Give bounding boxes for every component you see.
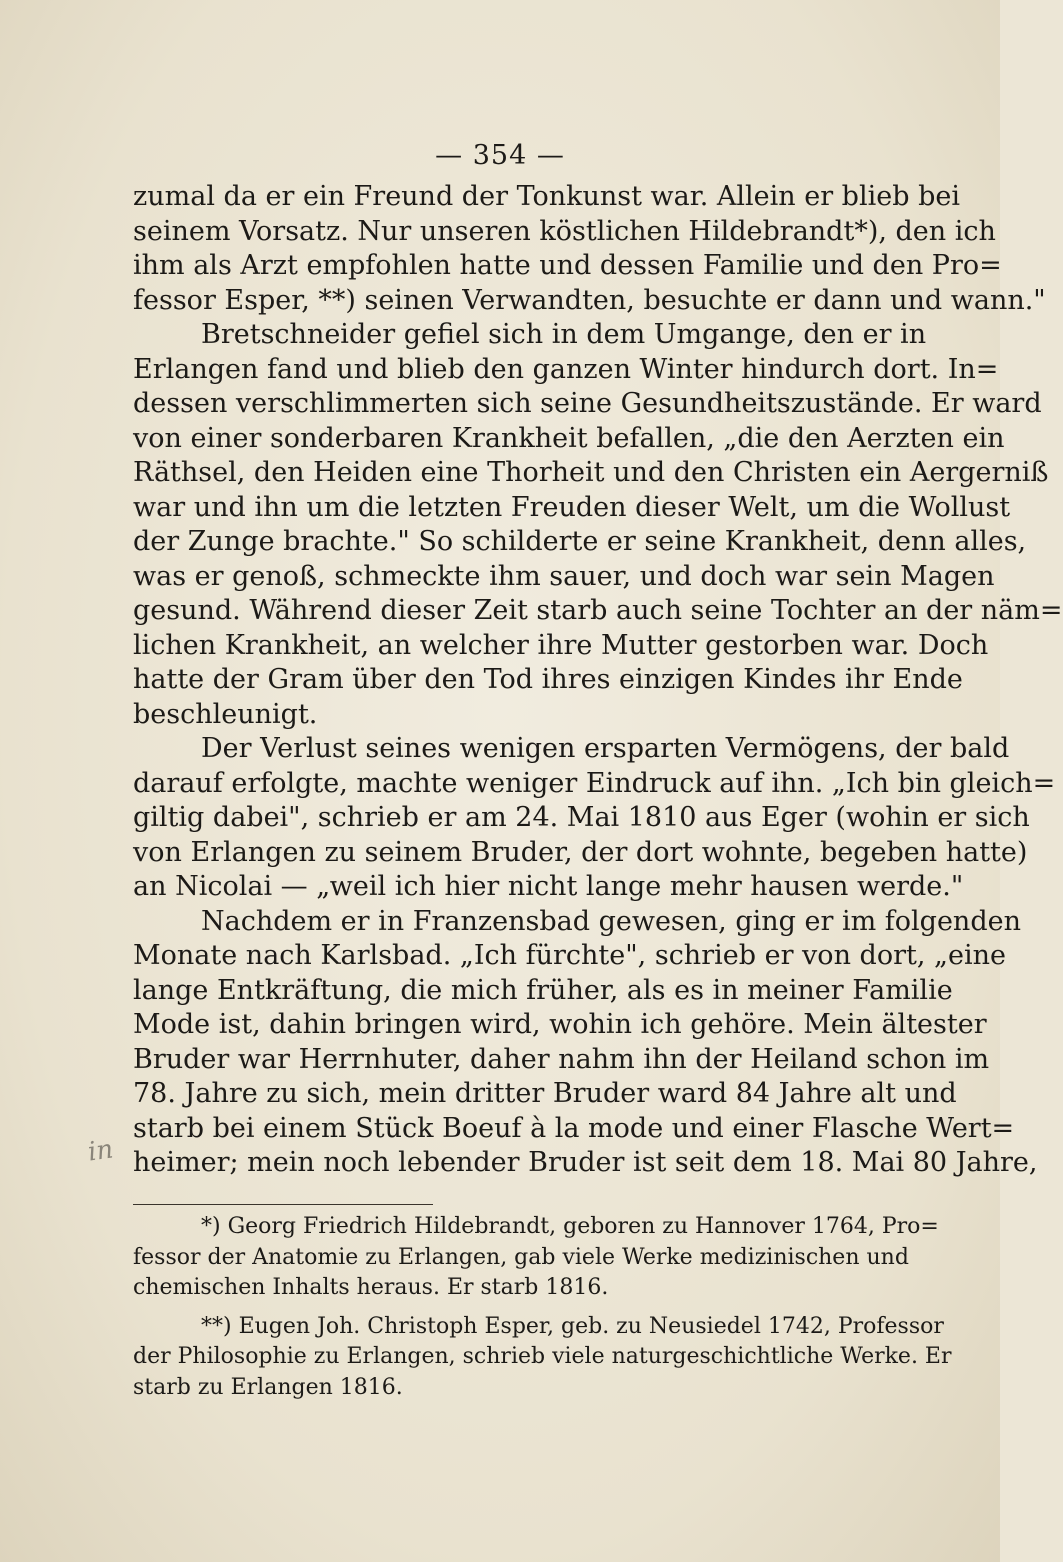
text-line: hatte der Gram über den Tod ihres einzigen Kindes ihr Ende — [133, 664, 963, 695]
footnote-2-line: starb zu Erlangen 1816. — [133, 1374, 403, 1400]
text-line: an Nicolai — „weil ich hier nicht lange mehr hausen werde." — [133, 871, 964, 902]
text-line: giltig dabei", schrieb er am 24. Mai 1810 aus Eger (wohin er sich — [133, 802, 1030, 833]
text-line: was er genoß, schmeckte ihm sauer, und doch war sein Magen — [133, 560, 995, 592]
text-line: lange Entkräftung, die mich früher, als es in meiner Familie — [133, 974, 953, 1006]
text-line: Erlangen fand und blieb den ganzen Winter hindurch dort. In= — [133, 353, 999, 385]
footnote-2-line: der Philosophie zu Erlangen, schrieb viele naturgeschichtliche Werke. Er — [133, 1344, 952, 1369]
text-line: dessen verschlimmerten sich seine Gesundheitszustände. Er ward — [133, 388, 1042, 419]
text-line: der Zunge brachte." So schilderte er seine Krankheit, denn alles, — [133, 526, 1027, 557]
text-line: 78. Jahre zu sich, mein dritter Bruder ward 84 Jahre alt und — [133, 1078, 957, 1109]
handwritten-margin-note: in — [86, 1134, 116, 1168]
text-line: Monate nach Karlsbad. „Ich fürchte", schrieb er von dort, „eine — [133, 940, 1006, 971]
text-line: zumal da er ein Freund der Tonkunst war. Allein er blieb bei — [133, 181, 960, 212]
text-line: Mode ist, dahin bringen wird, wohin ich gehöre. Mein ältester — [133, 1009, 987, 1040]
main-text-block — [133, 180, 1063, 1181]
text-line: von einer sonderbaren Krankheit befallen, „die den Aerzten ein — [133, 422, 1005, 454]
text-line: fessor Esper, **) seinen Verwandten, besuchte er dann und wann." — [133, 284, 1046, 316]
text-line: Räthsel, den Heiden eine Thorheit und den Christen ein Aergerniß — [133, 457, 1049, 488]
text-line: Bruder war Herrnhuter, daher nahm ihn der Heiland schon im — [133, 1043, 990, 1075]
footnote-1-line: fessor der Anatomie zu Erlangen, gab viele Werke medizinischen und — [133, 1244, 909, 1270]
text-line: beschleunigt. — [133, 698, 318, 730]
text-line: von Erlangen zu seinem Bruder, der dort wohnte, begeben hatte) — [133, 836, 1028, 868]
text-line: Bretschneider gefiel sich in dem Umgange, den er in — [201, 319, 927, 350]
text-line: heimer; mein noch lebender Bruder ist seit dem 18. Mai 80 Jahre, — [133, 1147, 1038, 1178]
text-line: lichen Krankheit, an welcher ihre Mutter gestorben war. Doch — [133, 629, 989, 661]
footnote-separator — [133, 1204, 433, 1205]
footnote-gap — [133, 1304, 893, 1312]
footnote-1-line: *) Georg Friedrich Hildebrandt, geboren zu Hannover 1764, Pro= — [201, 1214, 939, 1239]
footnote-2-line: **) Eugen Joh. Christoph Esper, geb. zu Neusiedel 1742, Professor — [201, 1313, 944, 1339]
text-line: darauf erfolgte, machte weniger Eindruck auf ihn. „Ich bin gleich= — [133, 767, 1056, 799]
text-line: Der Verlust seines wenigen ersparten Vermögens, der bald — [201, 733, 1010, 764]
text-line: war und ihn um die letzten Freuden dieser Welt, um die Wollust — [133, 491, 1011, 523]
footnote-1-line: chemischen Inhalts heraus. Er starb 1816. — [133, 1275, 609, 1300]
text-line: Nachdem er in Franzensbad gewesen, ging er im folgenden — [201, 905, 1021, 937]
footnotes-block — [133, 1212, 952, 1403]
text-line: gesund. Während dieser Zeit starb auch seine Tochter an der näm= — [133, 595, 1063, 626]
page-number: — 354 — — [435, 140, 565, 171]
text-line: starb bei einem Stück Boeuf à la mode und einer Flasche Wert= — [133, 1112, 1015, 1144]
text-line: ihm als Arzt empfohlen hatte und dessen Familie und den Pro= — [133, 250, 1002, 281]
text-line: seinem Vorsatz. Nur unseren köstlichen Hildebrandt*), den ich — [133, 215, 996, 247]
